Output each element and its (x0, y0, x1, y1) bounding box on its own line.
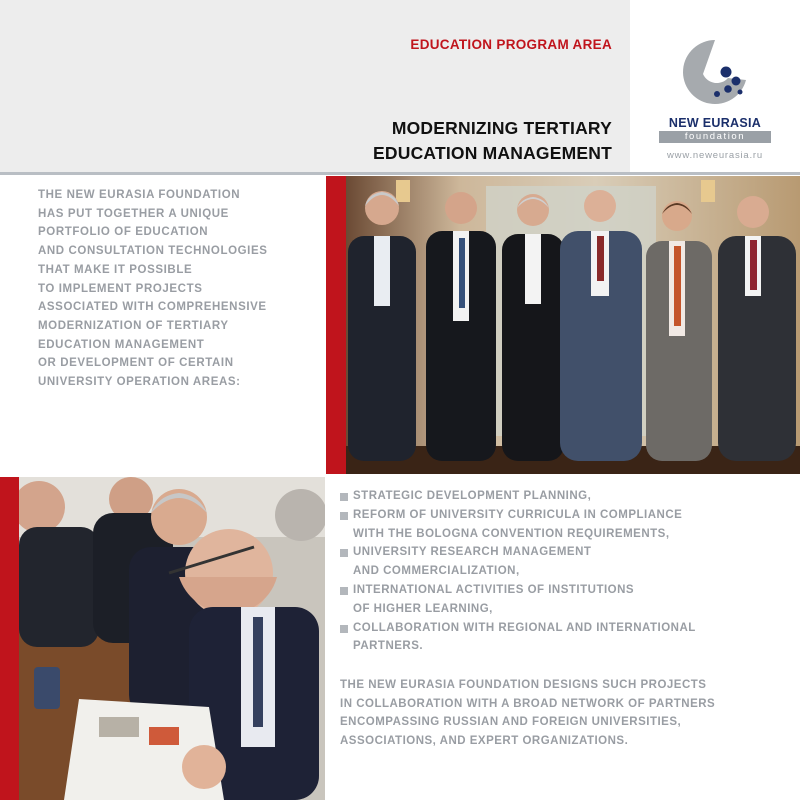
group-photo (346, 176, 800, 474)
intro-paragraph (38, 186, 323, 392)
closing-line: ASSOCIATIONS, AND EXPERT ORGANIZATIONS. (340, 735, 629, 748)
list-item (340, 581, 790, 619)
list-item-text: WITH THE BOLOGNA CONVENTION REQUIREMENTS, (353, 527, 670, 540)
closing-paragraph (340, 676, 790, 751)
intro-line: TO IMPLEMENT PROJECTS (38, 282, 203, 295)
list-item-text: STRATEGIC DEVELOPMENT PLANNING, (353, 490, 592, 502)
page-title (373, 116, 612, 166)
header-divider (0, 172, 800, 175)
intro-line: MODERNIZATION OF TERTIARY (38, 319, 229, 332)
intro-line: OR DEVELOPMENT OF CERTAIN (38, 357, 234, 370)
list-item-text: COLLABORATION WITH REGIONAL AND INTERNATIONAL (353, 621, 696, 634)
list-item (340, 487, 790, 506)
website-url[interactable]: www.neweurasia.ru (667, 150, 763, 161)
list-item (340, 543, 790, 581)
red-accent-strip (326, 176, 346, 474)
list-item-text: OF HIGHER LEARNING, (353, 602, 493, 615)
closing-line: IN COLLABORATION WITH A BROAD NETWORK OF PARTNERS (340, 697, 716, 710)
bullet-square-icon (340, 549, 348, 557)
title-line-1: MODERNIZING TERTIARY (391, 118, 612, 138)
list-item (340, 619, 790, 657)
bullet-square-icon (340, 625, 348, 633)
closing-line: ENCOMPASSING RUSSIAN AND FOREIGN UNIVERSITIES, (340, 716, 682, 729)
intro-line: ASSOCIATED WITH COMPREHENSIVE (38, 301, 267, 314)
logo-panel (630, 0, 800, 172)
new-eurasia-logo-icon (670, 32, 760, 112)
header-panel (0, 0, 630, 172)
meeting-photo-illustration (19, 477, 325, 800)
operation-areas-list (340, 487, 790, 656)
list-item-text: INTERNATIONAL ACTIVITIES OF INSTITUTIONS (353, 583, 635, 596)
intro-line: THE NEW EURASIA FOUNDATION (38, 189, 241, 201)
logo-wordmark: NEW EURASIA (668, 116, 762, 130)
list-item-text: PARTNERS. (353, 640, 424, 653)
closing-line: THE NEW EURASIA FOUNDATION DESIGNS SUCH PROJECTS (340, 679, 707, 691)
intro-line: AND CONSULTATION TECHNOLOGIES (38, 245, 268, 258)
red-accent-strip (0, 477, 19, 800)
list-item-text: REFORM OF UNIVERSITY CURRICULA IN COMPLIANCE (353, 508, 683, 521)
bullet-square-icon (340, 512, 348, 520)
intro-line: UNIVERSITY OPERATION AREAS: (38, 376, 241, 389)
logo-subtitle: foundation (659, 131, 771, 143)
program-area-label: EDUCATION PROGRAM AREA (410, 37, 612, 52)
list-item (340, 506, 790, 544)
list-item-text: UNIVERSITY RESEARCH MANAGEMENT (353, 546, 592, 559)
list-item-text: AND COMMERCIALIZATION, (353, 565, 520, 578)
group-photo-illustration (346, 176, 800, 474)
bullet-square-icon (340, 493, 348, 501)
title-line-2: EDUCATION MANAGEMENT (373, 143, 612, 163)
meeting-photo (19, 477, 325, 800)
intro-line: HAS PUT TOGETHER A UNIQUE (38, 207, 229, 220)
intro-line: PORTFOLIO OF EDUCATION (38, 226, 209, 239)
intro-line: EDUCATION MANAGEMENT (38, 338, 205, 351)
bullet-square-icon (340, 587, 348, 595)
intro-line: THAT MAKE IT POSSIBLE (38, 263, 193, 276)
